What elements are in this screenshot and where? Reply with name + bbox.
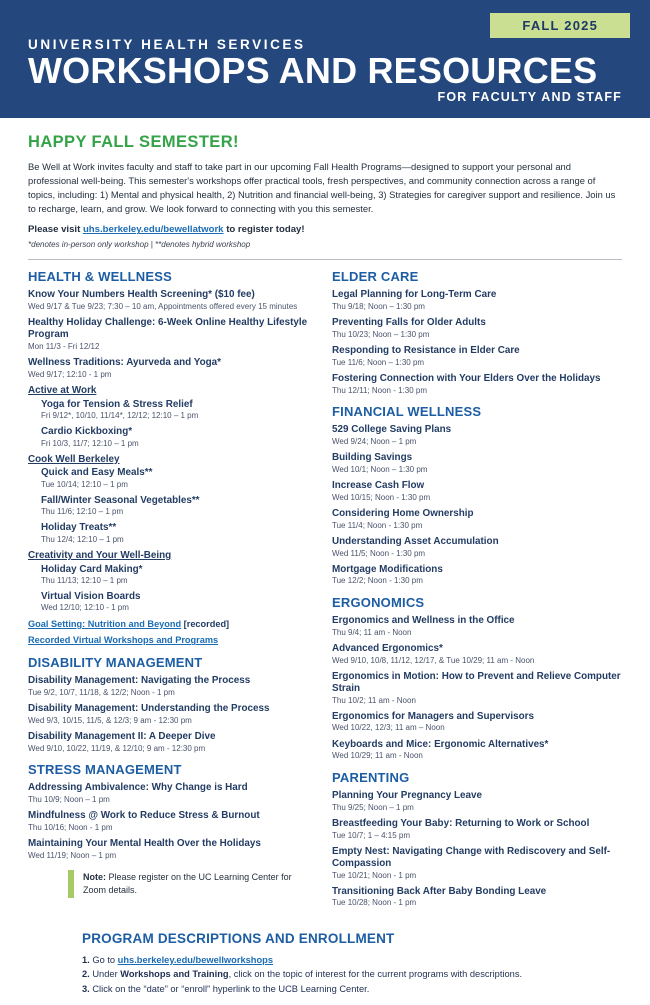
workshop-item — [41, 467, 318, 490]
workshop-title: Empty Nest: Navigating Change with Rediscovery and Self-Compassion — [332, 845, 611, 869]
topic-section — [332, 404, 622, 587]
workshop-date: Wed 10/15; Noon - 1:30 pm — [332, 492, 431, 502]
workshop-item — [28, 675, 318, 698]
enrollment-steps — [82, 953, 622, 996]
workshop-item — [332, 818, 622, 841]
enrollment-step — [82, 982, 622, 996]
step-text: Under — [92, 969, 121, 980]
workshop-item — [332, 564, 622, 587]
workshop-date: Tue 10/7; 1 – 4:15 pm — [332, 830, 410, 840]
workshop-date: Thu 9/25; Noon – 1 pm — [332, 802, 414, 812]
workshop-item — [28, 289, 318, 312]
workshop-title: Ergonomics and Wellness in the Office — [332, 615, 515, 627]
workshop-title: Maintaining Your Mental Health Over the Holidays — [28, 838, 261, 850]
topic-section — [28, 762, 318, 861]
header — [0, 0, 650, 118]
workshop-date: Tue 11/4; Noon - 1:30 pm — [332, 520, 423, 530]
step-text: , click on the topic of interest for the current programs with descriptions. — [228, 969, 523, 980]
workshop-date: Mon 11/3 - Fri 12/12 — [28, 341, 100, 351]
workshop-item — [28, 838, 318, 861]
workshop-item — [332, 739, 622, 762]
workshop-item — [332, 615, 622, 638]
workshop-item — [28, 703, 318, 726]
workshop-date: Wed 9/17; 12:10 - 1 pm — [28, 369, 112, 379]
workshop-item — [28, 731, 318, 754]
register-link[interactable]: uhs.berkeley.edu/bewellatwork — [82, 224, 224, 236]
workshop-group — [28, 454, 318, 546]
workshop-item — [332, 790, 622, 813]
workshop-item — [41, 399, 318, 422]
step-text: Go to — [92, 954, 118, 965]
workshop-date: Wed 10/1; Noon – 1:30 pm — [332, 464, 428, 474]
workshop-title: Holiday Treats** — [41, 522, 117, 534]
workshop-date: Fri 9/12*, 10/10, 11/14*, 12/12; 12:10 – 1 pm — [41, 411, 199, 421]
step-emphasis: Workshops and Training — [120, 969, 229, 980]
workshop-date: Thu 12/4; 12:10 – 1 pm — [41, 534, 124, 544]
group-title: Active at Work — [28, 385, 97, 397]
enrollment-section — [0, 914, 650, 996]
step-text: Click on the “date” or “enroll” hyperlink to the UCB Learning Center. — [92, 983, 370, 994]
workshop-date: Thu 10/23; Noon – 1:30 pm — [332, 329, 430, 339]
workshop-title: Building Savings — [332, 452, 413, 464]
audience-subtitle: FOR FACULTY AND STAFF — [437, 90, 622, 105]
workshop-item — [332, 480, 622, 503]
step-number: 3. — [82, 983, 93, 994]
workshop-title: Yoga for Tension & Stress Relief — [41, 398, 193, 410]
workshop-title: Wellness Traditions: Ayurveda and Yoga* — [28, 357, 221, 369]
workshop-item — [332, 711, 622, 734]
workshop-date: Tue 10/21; Noon - 1 pm — [332, 870, 417, 880]
topic-section — [28, 655, 318, 754]
note-box — [68, 870, 303, 897]
section-heading: DISABILITY MANAGEMENT — [28, 655, 203, 671]
workshop-item — [332, 345, 622, 368]
section-heading: FINANCIAL WELLNESS — [332, 404, 482, 420]
workshop-title: Healthy Holiday Challenge: 6-Week Online Healthy Lifestyle Program — [28, 317, 308, 341]
workshop-date: Tue 11/6; Noon – 1:30 pm — [332, 357, 425, 367]
workshop-date: Wed 9/17 & Tue 9/23; 7:30 – 10 am, Appointments offered every 15 minutes — [28, 302, 298, 312]
workshop-title: Increase Cash Flow — [332, 480, 425, 492]
link-row — [28, 619, 318, 631]
workshop-title: Disability Management: Navigating the Process — [28, 675, 251, 687]
workshop-title: Disability Management II: A Deeper Dive — [28, 730, 216, 742]
workshop-date: Wed 11/5; Noon - 1:30 pm — [332, 548, 426, 558]
workshop-item — [332, 508, 622, 531]
workshop-date: Thu 10/16; Noon - 1 pm — [28, 822, 113, 832]
workshop-link[interactable]: Recorded Virtual Workshops and Programs — [28, 635, 219, 646]
workshop-date: Wed 12/10; 12:10 - 1 pm — [41, 603, 129, 613]
workshop-date: Tue 9/2, 10/7, 11/18, & 12/2; Noon - 1 pm — [28, 687, 175, 697]
footnote: *denotes in-person only workshop | **denotes hybrid workshop — [28, 240, 251, 250]
group-title: Cook Well Berkeley — [28, 453, 120, 465]
workshop-title: Mortgage Modifications — [332, 563, 443, 575]
workshop-title: Ergonomics in Motion: How to Prevent and Relieve Computer Strain — [332, 670, 621, 695]
workshop-item — [28, 317, 318, 352]
workshop-date: Thu 11/13; 12:10 – 1 pm — [41, 576, 128, 586]
section-heading: ELDER CARE — [332, 269, 419, 285]
note-text — [83, 870, 303, 897]
workshop-date: Wed 11/19; Noon – 1 pm — [28, 850, 117, 860]
intro-section — [0, 118, 650, 249]
workshop-title: Planning Your Pregnancy Leave — [332, 790, 482, 802]
note-accent-bar — [68, 870, 74, 897]
workshop-date: Thu 9/18; Noon – 1:30 pm — [332, 302, 425, 312]
content-columns — [0, 260, 650, 913]
workshop-item — [41, 495, 318, 518]
workshop-item — [41, 564, 318, 587]
workshop-date: Thu 12/11; Noon - 1:30 pm — [332, 385, 428, 395]
workshop-title: Cardio Kickboxing* — [41, 426, 133, 438]
section-heading: PARENTING — [332, 770, 410, 786]
workshop-date: Tue 10/14; 12:10 – 1 pm — [41, 479, 128, 489]
register-suffix: to register today! — [223, 224, 305, 236]
section-heading: HEALTH & WELLNESS — [28, 269, 172, 285]
workshop-item — [332, 643, 622, 666]
workshop-date: Wed 9/10, 10/22, 11/19, & 12/10; 9 am - 12:30 pm — [28, 743, 206, 753]
workshop-date: Wed 10/22, 12/3; 11 am – Noon — [332, 723, 445, 733]
workshop-item — [332, 452, 622, 475]
workshop-date: Tue 12/2; Noon - 1:30 pm — [332, 576, 423, 586]
workshop-title: Disability Management: Understanding the Process — [28, 703, 270, 715]
workshop-title: Responding to Resistance in Elder Care — [332, 345, 520, 357]
workshop-group — [28, 385, 318, 449]
workshop-title: Quick and Easy Meals** — [41, 467, 153, 479]
left-sections-container — [28, 269, 318, 861]
workshop-date: Fri 10/3, 11/7; 12:10 – 1 pm — [41, 438, 139, 448]
workshop-title: Preventing Falls for Older Adults — [332, 317, 486, 329]
workshop-date: Thu 9/4; 11 am - Noon — [332, 627, 412, 637]
workshop-item — [332, 886, 622, 909]
enrollment-step — [82, 953, 622, 967]
workshop-title: Advanced Ergonomics* — [332, 643, 443, 655]
step-number: 1. — [82, 954, 93, 965]
workshop-item — [41, 591, 318, 614]
workshop-date: Wed 9/3, 10/15, 11/5, & 12/3; 9 am - 12:30 pm — [28, 715, 192, 725]
workshop-item — [332, 317, 622, 340]
workshop-title: Breastfeeding Your Baby: Returning to Work or School — [332, 818, 590, 830]
workshop-title: Mindfulness @ Work to Reduce Stress & Burnout — [28, 810, 260, 822]
workshop-group — [28, 550, 318, 614]
workshop-title: Legal Planning for Long-Term Care — [332, 289, 497, 301]
workshop-title: Addressing Ambivalence: Why Change is Hard — [28, 782, 248, 794]
workshop-item — [332, 846, 622, 881]
workshop-date: Thu 10/2; 11 am - Noon — [332, 695, 416, 705]
enrollment-step — [82, 967, 622, 981]
workshop-title: Fostering Connection with Your Elders Over the Holidays — [332, 373, 601, 385]
season-badge: FALL 2025 — [490, 13, 630, 38]
workshop-title: Know Your Numbers Health Screening* ($10 fee) — [28, 289, 255, 301]
workshop-title: Ergonomics for Managers and Supervisors — [332, 710, 534, 722]
right-column — [332, 269, 622, 913]
workshop-item — [332, 671, 622, 706]
left-column — [28, 269, 318, 913]
workshop-title: 529 College Saving Plans — [332, 424, 452, 436]
workshop-title: Considering Home Ownership — [332, 508, 474, 520]
org-name: UNIVERSITY HEALTH SERVICES — [28, 37, 306, 52]
section-heading: ERGONOMICS — [332, 595, 425, 611]
workshop-item — [28, 810, 318, 833]
topic-section — [28, 269, 318, 647]
workshop-date: Wed 9/10, 10/8, 11/12, 12/17, & Tue 10/29; 11 am - Noon — [332, 655, 535, 665]
workshop-date: Wed 10/29; 11 am - Noon — [332, 751, 423, 761]
workshop-item — [28, 357, 318, 380]
page-title: WORKSHOPS AND RESOURCES — [28, 50, 598, 91]
intro-body: Be Well at Work invites faculty and staff to take part in our upcoming Fall Health Programs—designed to support your personal and professional well-being. This semester's workshops offer practical tools, fresh perspectives, and community connection across a range of topics, including: 1) Mental and physical health, 2) Nutrition and financial well-being, 3) Strategies for caregiver support and resilience. Join us to recharge, learn, and grow. We look forward to connecting with you this semester. — [28, 161, 616, 215]
topic-section — [332, 269, 622, 396]
workshop-title: Holiday Card Making* — [41, 563, 143, 575]
link-suffix: [recorded] — [181, 618, 230, 629]
workshop-item — [41, 426, 318, 449]
step-number: 2. — [82, 969, 93, 980]
group-title: Creativity and Your Well-Being — [28, 550, 172, 562]
note-body: Please register on the UC Learning Center for Zoom details. — [83, 872, 292, 896]
register-prefix: Please visit — [28, 224, 83, 236]
right-sections-container — [332, 269, 622, 909]
enrollment-heading: PROGRAM DESCRIPTIONS AND ENROLLMENT — [82, 930, 395, 946]
workshop-link[interactable]: Goal Setting: Nutrition and Beyond — [28, 618, 182, 629]
register-line — [28, 224, 622, 235]
workshop-item — [332, 373, 622, 396]
workshop-title: Keyboards and Mice: Ergonomic Alternatives* — [332, 738, 549, 750]
note-label: Note: — [83, 872, 106, 883]
workshop-item — [332, 424, 622, 447]
workshop-date: Thu 11/6; 12:10 – 1 pm — [41, 507, 124, 517]
section-heading: STRESS MANAGEMENT — [28, 762, 182, 778]
workshop-title: Transitioning Back After Baby Bonding Leave — [332, 885, 547, 897]
enrollment-link[interactable]: uhs.berkeley.edu/bewellworkshops — [117, 954, 274, 965]
topic-section — [332, 595, 622, 762]
workshop-title: Fall/Winter Seasonal Vegetables** — [41, 494, 200, 506]
workshop-title: Virtual Vision Boards — [41, 590, 141, 602]
topic-section — [332, 770, 622, 909]
link-row — [28, 635, 318, 647]
workshop-date: Thu 10/9; Noon – 1 pm — [28, 794, 110, 804]
workshop-title: Understanding Asset Accumulation — [332, 535, 499, 547]
workshop-date: Wed 9/24; Noon – 1 pm — [332, 437, 417, 447]
workshop-item — [332, 289, 622, 312]
workshop-item — [332, 536, 622, 559]
workshop-item — [41, 522, 318, 545]
workshop-date: Tue 10/28; Noon - 1 pm — [332, 898, 417, 908]
workshop-item — [28, 782, 318, 805]
intro-heading: HAPPY FALL SEMESTER! — [28, 133, 239, 151]
